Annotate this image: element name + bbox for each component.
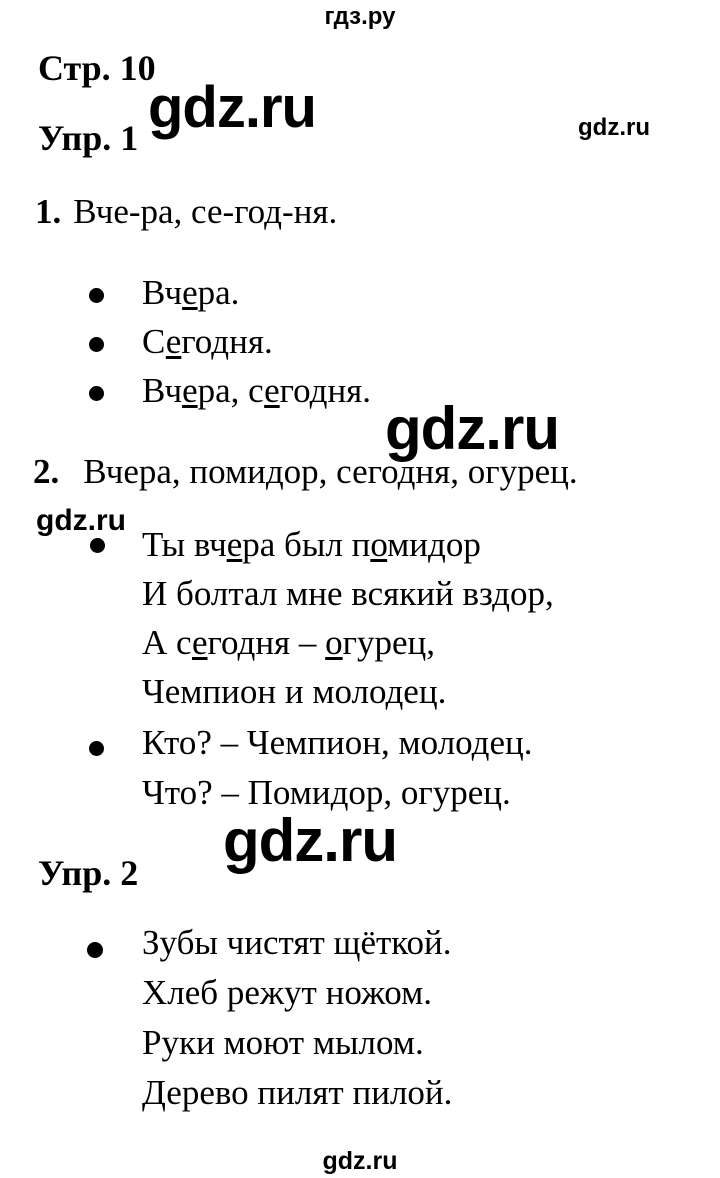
bullet-icon [90, 538, 105, 553]
qa-bullet [0, 718, 720, 818]
site-header: гдз.ру [324, 3, 396, 30]
exercise-2-title: Упр. 2 [38, 853, 139, 893]
watermark-mid-large: gdz.ru [385, 395, 559, 462]
task-1-text: Вче-ра, се-год-ня. [73, 192, 338, 231]
qa-line: Что? – Помидор, огурец. [142, 773, 511, 812]
exercise-1-title: Упр. 1 [38, 118, 139, 158]
poem-line: Чемпион и молодец. [142, 672, 447, 711]
task-1-line [35, 187, 337, 236]
poem-line: Ты вчера был помидор [142, 525, 481, 564]
answer-line: Дерево пилят пилой. [142, 1073, 453, 1112]
poem-bullet [0, 520, 720, 716]
watermark-top-large: gdz.ru [148, 75, 316, 140]
task-2-text: Вчера, помидор, сегодня, огурец. [83, 452, 578, 491]
page-title: Стр. 10 [38, 48, 156, 88]
watermark-right-small: gdz.ru [578, 114, 650, 141]
poem-line: А сегодня – огурец, [142, 623, 436, 662]
bullet-icon [89, 386, 104, 401]
answer-line: Руки моют мылом. [142, 1023, 424, 1062]
bullet-icon [89, 337, 104, 352]
answer-list-1 [0, 366, 720, 415]
poem-line: И болтал мне всякий вздор, [142, 574, 554, 613]
watermark-left-small: gdz.ru [36, 504, 126, 537]
answer-list-1 [0, 317, 720, 366]
task-1-number: 1. [35, 192, 62, 231]
answer-line: Вчера. [142, 273, 240, 312]
site-footer: gdz.ru [322, 1147, 398, 1175]
answer-list-1 [0, 268, 720, 317]
answer-line: Хлеб режут ножом. [142, 973, 432, 1012]
bullet-icon [89, 741, 104, 756]
answer-line: Зубы чистят щёткой. [142, 923, 452, 962]
qa-line: Кто? – Чемпион, молодец. [142, 723, 533, 762]
watermark-lower-large: gdz.ru [223, 807, 397, 874]
answer-list-2 [0, 918, 720, 1118]
answer-line: Вчера, сегодня. [142, 371, 372, 410]
bullet-icon [87, 942, 103, 958]
bullet-icon [89, 288, 104, 303]
task-2-number: 2. [33, 452, 60, 491]
task-2-line [33, 447, 578, 496]
answer-line: Сегодня. [142, 322, 273, 361]
